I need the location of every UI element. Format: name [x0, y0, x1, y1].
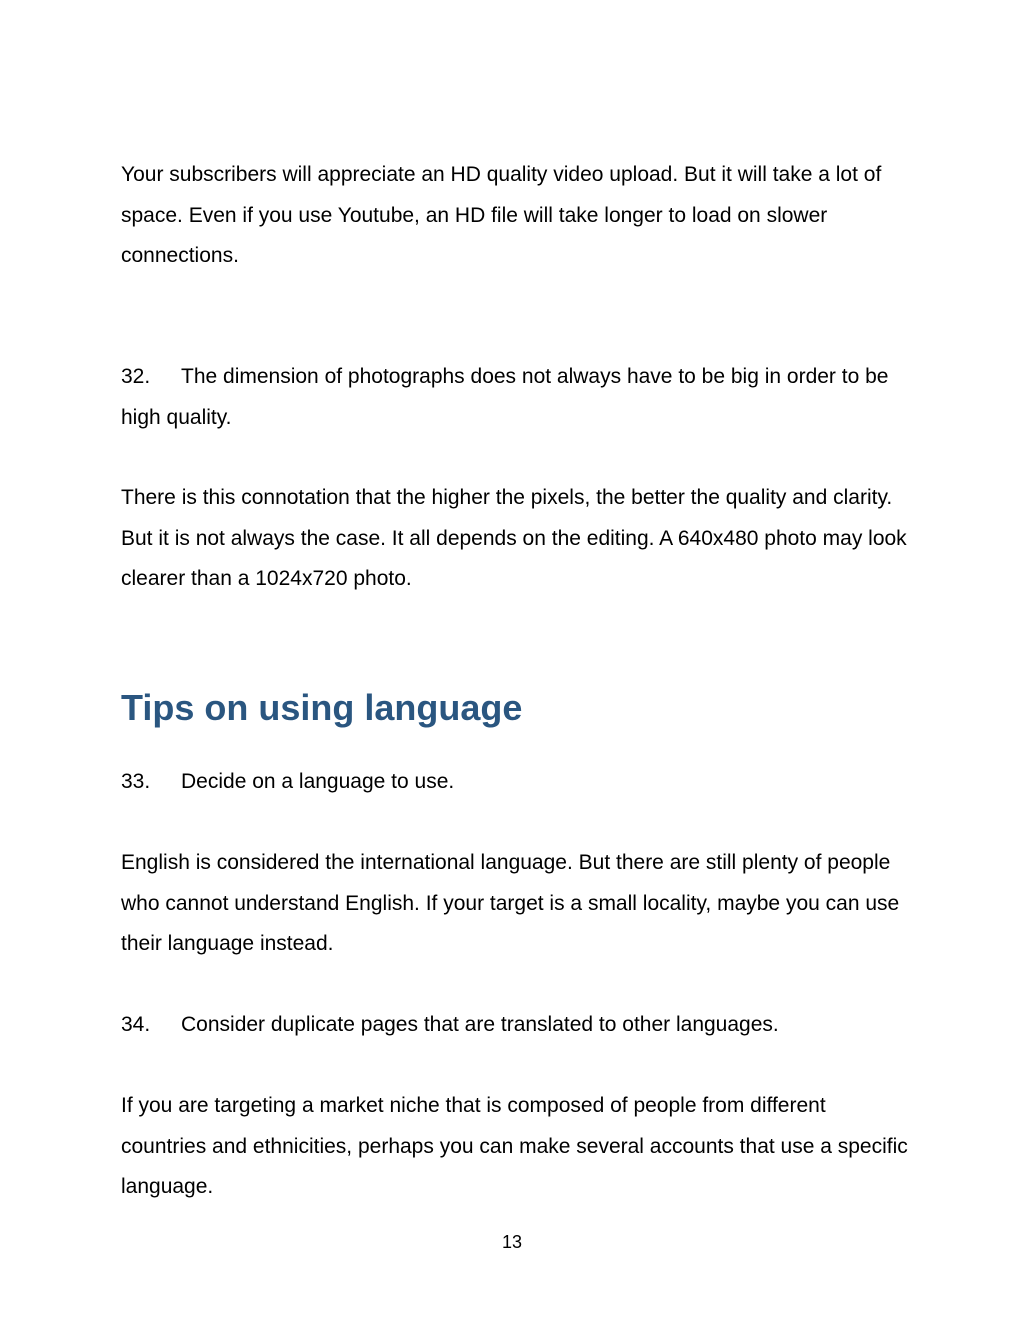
tip-34 [121, 1005, 911, 1046]
tip-text: Decide on a language to use. [181, 770, 455, 793]
tip-32 [121, 357, 911, 438]
paragraph-hd-video: Your subscribers will appreciate an HD quality video upload. But it will take a lot of space. Even if you use Youtube, an HD file will take longer to load on slower connections. [121, 163, 882, 267]
tip-number: 33. [121, 770, 151, 793]
section-heading: Tips on using language [121, 687, 523, 728]
tip-number: 34. [121, 1013, 151, 1036]
tip-text: The dimension of photographs does not always have to be big in order to be high quality. [121, 365, 889, 429]
tip-33 [121, 762, 911, 803]
tip-text: Consider duplicate pages that are translated to other languages. [181, 1013, 779, 1036]
paragraph-pixels: There is this connotation that the higher the pixels, the better the quality and clarity. But it is not always the case. It all depends on the editing. A 640x480 photo may look clearer than a 1024x720 photo. [121, 486, 907, 590]
tip-number: 32. [121, 365, 151, 388]
page-number: 13 [501, 1232, 523, 1252]
paragraph-english: English is considered the international language. But there are still plenty of people who cannot understand English. If your target is a small locality, maybe you can use their language instead. [121, 851, 900, 955]
paragraph-niche: If you are targeting a market niche that is composed of people from different countries and ethnicities, perhaps you can make several accounts that use a specific language. [121, 1094, 908, 1198]
